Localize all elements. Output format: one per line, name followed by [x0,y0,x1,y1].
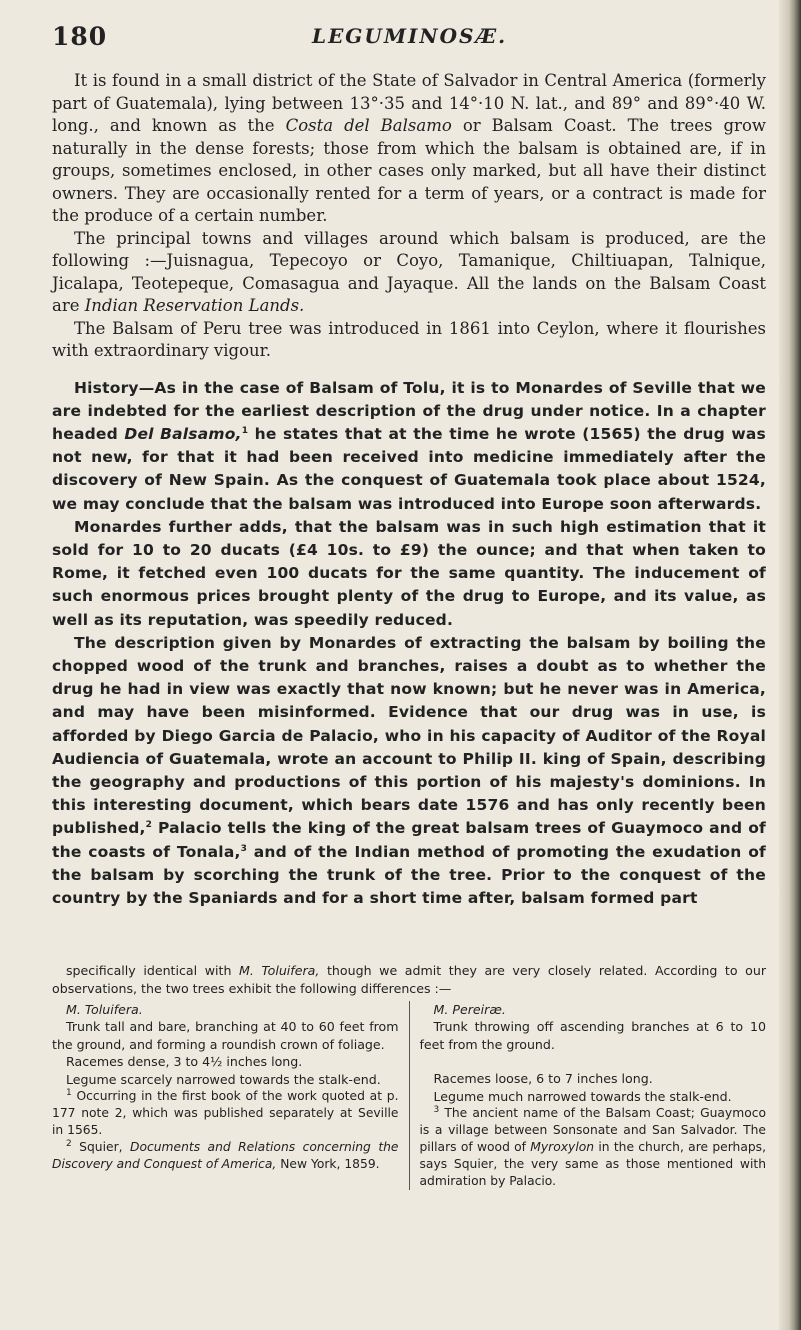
footnote-ref: 3 [240,843,248,854]
column-title: M. Pereiræ. [433,1002,506,1017]
footnote-ref: 2 [145,820,153,831]
paragraph-monardes [52,516,766,632]
comparison-intro [52,962,766,997]
paragraph-text: or Balsam Coast. The trees grow naturally in the dense forests; those from which the balsam is obtained are, if in groups, sometimes enclosed, in other cases only marked, but all have their distinct owners. They are occasionally rented for a term of years, or a contract is made for the produce of a certain number. [52,116,767,225]
paragraph-text: It is found in a small district of the State of Salvador in Central America (formerly part of Guatemala), lying between 13°·35 and 14°·10 N. lat., and 89° and 89°·40 W. long., and known as the [52,71,766,135]
footnote-number: 1 [66,1087,72,1098]
paragraph-distribution [52,70,766,228]
footnote-1 [52,1088,399,1139]
small-print-section [52,962,766,1190]
section-heading-history: History [74,378,139,397]
italic-term: Myroxylon [530,1139,595,1154]
footnote-3 [420,1105,767,1190]
paragraph-text: specifically identical with [66,963,240,978]
footnote-number: 3 [433,1104,440,1115]
footnote-2 [52,1139,399,1173]
paragraph-palacio [52,632,766,910]
paragraph-text: The principal towns and villages around which balsam is produced, are the following :—Juisnagua, Tepecoyo or Coyo, Tamanique, Chiltiuapan, Talnique, Jicalapa, Teotepeque, Comasagua and Jayaque. All the lands on the Balsam Coast are [52,228,766,315]
trait-trunk: Trunk throwing off ascending branches at 6 to 10 feet from the ground. [419,1019,766,1052]
paragraph-text: though we admit they are very closely related. According to our observations, the two trees exhibit the following differences :— [52,963,767,996]
paragraph-text: The Balsam of Peru tree was introduced in 1861 into Ceylon, where it flourishes with extraordinary vigour. [52,318,766,360]
spacer [420,1053,767,1070]
page-header [52,22,752,58]
column-toluifera [52,1001,410,1190]
footnote-text: Occurring in the first book of the work quoted at p. 177 note 2, which was published separately at Seville in 1565. [52,1089,399,1137]
footnote-text: in the church, are perhaps, says Squier, the very same as those mentioned with admiration by Palacio. [419,1139,766,1188]
running-head: LEGUMINOSÆ. [312,24,508,48]
column-pereirae [410,1001,767,1190]
paragraph-towns [52,228,766,318]
trait-legume: Legume much narrowed towards the stalk-end. [433,1088,732,1104]
page-edge-shadow [779,0,801,1330]
page-number: 180 [52,22,108,51]
comparison-columns [52,1001,766,1190]
paragraph-text: The description given by Monardes of extracting the balsam by boiling the chopped wood of the trunk and branches, raises a doubt as to whether the drug he had in view was exactly that now known; but he never was in America, and may have been misinformed. Evidence that our drug was in use, is afforded by Diego Garcia de Palacio, who in his capacity of Auditor of the Royal Audiencia of Guatemala, wrote an account to Philip II. king of Spain, describing the geography and productions of this portion of his majesty's dominions. In this interesting document, which bears date 1576 and has only recently been published, [52,633,766,838]
footnote-text: Squier, [71,1139,130,1154]
trait-racemes: Racemes loose, 6 to 7 inches long. [433,1071,653,1087]
paragraph-history [52,377,766,516]
paragraph-text: Palacio tells the king of the great balsam trees of Guaymoco and of the coasts of Tonala, [52,819,766,861]
footnote-number: 2 [66,1138,72,1149]
italic-term: Costa del Balsamo [285,116,452,135]
italic-title: Documents and Relations concerning the Discovery and Conquest of America, [52,1139,399,1171]
paragraph-ceylon [52,318,766,363]
italic-term: Indian Reservation Lands. [84,296,305,315]
trait-legume: Legume scarcely narrowed towards the stalk-end. [66,1071,381,1087]
paragraph-text: he states that at the time he wrote (1565) the drug was not new, for that it had been received into medicine immediately after the discovery of New Spain. As the conquest of Guatemala took place about 1524, we may conclude that the balsam was introduced into Europe soon afterwards. [52,424,766,513]
italic-term: M. Toluifera, [239,963,320,978]
trait-racemes: Racemes dense, 3 to 4½ inches long. [66,1054,303,1070]
italic-term: Del Balsamo, [124,424,242,443]
paragraph-text: and of the Indian method of promoting the exudation of the balsam by scorching the trunk of the tree. Prior to the conquest of the country by the Spaniards and for a short time after, balsam formed part [52,842,766,907]
footnote-text: The ancient name of the Balsam Coast; Guaymoco is a village between Sonsonate and San Salvador. The pillars of wood of [419,1106,766,1154]
paragraph-text: Monardes further adds, that the balsam was in such high estimation that it sold for 10 to 20 ducats (£4 10s. to £9) the ounce; and that when taken to Rome, it fetched even 100 ducats for the same quantity. The inducement of such enormous prices brought plenty of the drug to Europe, and its value, as well as its reputation, was speedily reduced. [52,517,766,629]
footnote-text: New York, 1859. [276,1156,380,1171]
main-text [52,70,766,910]
footnote-ref: 1 [241,425,249,436]
trait-trunk: Trunk tall and bare, branching at 40 to 60 feet from the ground, and forming a roundish crown of foliage. [52,1019,399,1052]
paragraph-text: —As in the case of Balsam of Tolu, it is to Monardes of Seville that we are indebted for the earliest description of the drug under notice. In a chapter headed [52,378,766,443]
column-title: M. Toluifera. [66,1002,143,1017]
